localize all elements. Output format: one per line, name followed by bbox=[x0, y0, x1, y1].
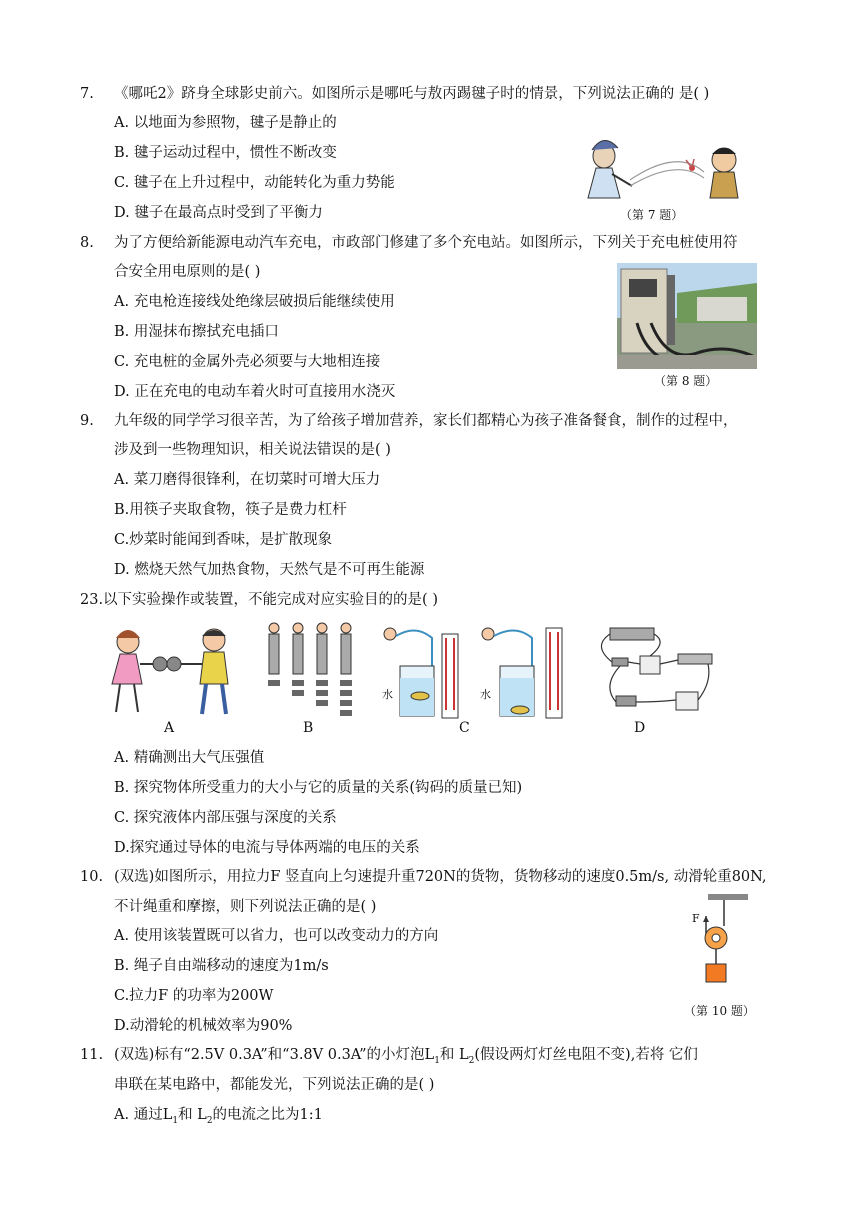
battery-icon bbox=[610, 628, 654, 640]
q23-figure-d bbox=[588, 622, 716, 718]
beaker-setup-1 bbox=[384, 628, 458, 718]
q10-force-label: F bbox=[692, 912, 700, 925]
q11-option-a bbox=[114, 1105, 323, 1131]
q11-sub-1: 1 bbox=[434, 1055, 440, 1066]
q23-stem: 23.以下实验操作或装置，不能完成对应实验目的的是( ) bbox=[80, 592, 438, 608]
q11-sub-2: 2 bbox=[468, 1055, 475, 1066]
q9-stem-text: 九年级的同学学习很辛苦，为了给孩子增加营养，家长们都精心为孩子准备餐食，制作的过程中， bbox=[114, 413, 738, 429]
force-arrow-icon bbox=[703, 916, 709, 922]
q9-stem-cont: 涉及到一些物理知识，相关说法错误的是( ) bbox=[114, 442, 391, 458]
q10-option-c: C.拉力F 的功率为200W bbox=[114, 988, 274, 1004]
q23-label-a: A bbox=[164, 720, 175, 736]
q8-stem-text: 为了方便给新能源电动汽车充电，市政部门修建了多个充电站。如图所示，下列关于充电桩使用符 bbox=[114, 235, 738, 251]
q11-opt-a-sub-2: 2 bbox=[206, 1115, 213, 1126]
q7-option-a: A. 以地面为参照物，毽子是静止的 bbox=[114, 115, 337, 131]
q10-stem bbox=[80, 867, 767, 887]
ceiling-beam bbox=[708, 894, 748, 900]
q7-stem-text: 《哪吒2》跻身全球影史前六。如图所示是哪吒与敖丙踢毽子时的情景，下列说法正确的 是( ) bbox=[114, 86, 710, 102]
q11-number: 11. bbox=[80, 1047, 104, 1063]
rheostat-icon bbox=[678, 654, 712, 664]
q9-option-a: A. 菜刀磨得很锋利，在切菜时可增大压力 bbox=[114, 472, 381, 488]
spring-scale-4 bbox=[340, 623, 352, 716]
q8-option-d: D. 正在充电的电动车着火时可直接用水浇灭 bbox=[114, 384, 396, 400]
beaker-setup-2 bbox=[482, 628, 562, 718]
hemisphere-right-icon bbox=[167, 657, 181, 671]
boy-figure bbox=[200, 629, 228, 714]
q23-label-d: D bbox=[634, 720, 646, 736]
q8-stem-cont: 合安全用电原则的是( ) bbox=[114, 264, 261, 280]
ammeter-icon bbox=[640, 656, 660, 674]
q11-stem-cont: 串联在某电路中，都能发光，下列说法正确的是( ) bbox=[114, 1077, 435, 1093]
q7-figure bbox=[582, 128, 758, 208]
cargo-block bbox=[706, 964, 726, 982]
q10-number: 10. bbox=[80, 869, 104, 885]
q11-opt-a-sub-1: 1 bbox=[172, 1115, 179, 1126]
spring-scale-3 bbox=[316, 623, 328, 706]
q8-figure bbox=[617, 263, 757, 369]
q7-number: 7. bbox=[80, 86, 94, 102]
q23-figure-c bbox=[376, 622, 576, 722]
q8-option-c: C. 充电桩的金属外壳必须要与大地相连接 bbox=[114, 354, 381, 370]
q23-figure-a bbox=[106, 622, 236, 720]
q23-figure-b bbox=[262, 620, 358, 720]
q23-option-b: B. 探究物体所受重力的大小与它的质量的关系(钩码的质量已知) bbox=[114, 780, 523, 796]
q11-stem bbox=[80, 1045, 698, 1071]
q23-label-b: B bbox=[303, 720, 314, 736]
q11-opt-a-text-b: 和 L bbox=[178, 1107, 207, 1123]
q23-option-a: A. 精确测出大气压强值 bbox=[114, 750, 265, 766]
hemisphere-left-icon bbox=[153, 657, 167, 671]
q11-opt-a-text-a: A. 通过L bbox=[114, 1107, 173, 1123]
resistor-icon bbox=[616, 696, 636, 706]
q9-number: 9. bbox=[80, 413, 94, 429]
q11-stem-text-a: (双选)标有“2.5V 0.3A”和“3.8V 0.3A”的小灯泡L bbox=[114, 1047, 435, 1063]
q8-option-a: A. 充电枪连接线处绝缘层破损后能继续使用 bbox=[114, 294, 395, 310]
q23-water-label-2: 水 bbox=[480, 688, 491, 701]
q23-option-c: C. 探究液体内部压强与深度的关系 bbox=[114, 810, 337, 826]
q8-stem bbox=[80, 233, 738, 253]
q23-option-d: D.探究通过导体的电流与导体两端的电压的关系 bbox=[114, 840, 420, 856]
q9-stem bbox=[80, 411, 738, 431]
q8-caption: （第 8 题） bbox=[654, 374, 718, 388]
q10-figure bbox=[694, 894, 754, 998]
q11-stem-text-b: 和 L bbox=[439, 1047, 469, 1063]
girl-figure bbox=[112, 630, 142, 712]
q10-option-b: B. 绳子自由端移动的速度为1m/s bbox=[114, 958, 329, 974]
q7-caption: （第 7 题） bbox=[620, 208, 684, 222]
q10-caption: （第 10 题） bbox=[684, 1004, 755, 1018]
q9-option-b: B.用筷子夹取食物，筷子是费力杠杆 bbox=[114, 502, 347, 518]
q11-opt-a-text-c: 的电流之比为1:1 bbox=[212, 1107, 323, 1123]
spring-scale-2 bbox=[292, 623, 304, 696]
q7-option-c: C. 毽子在上升过程中，动能转化为重力势能 bbox=[114, 175, 395, 191]
q10-stem-cont: 不计绳重和摩擦，则下列说法正确的是( ) bbox=[114, 899, 377, 915]
q7-option-d: D. 毽子在最高点时受到了平衡力 bbox=[114, 205, 323, 221]
switch-icon bbox=[612, 658, 628, 666]
q9-option-d: D. 燃烧天然气加热食物，天然气是不可再生能源 bbox=[114, 562, 425, 578]
q10-option-d: D.动滑轮的机械效率为90% bbox=[114, 1018, 293, 1034]
q8-option-b: B. 用湿抹布擦拭充电插口 bbox=[114, 324, 279, 340]
spring-scale-1 bbox=[268, 623, 280, 686]
q23-water-label-1: 水 bbox=[382, 688, 393, 701]
q11-stem-text-c: (假设两灯灯丝电阻不变),若将 它们 bbox=[474, 1047, 698, 1063]
q10-stem-text: (双选)如图所示，用拉力F 竖直向上匀速提升重720N的货物，货物移动的速度0.5m/s, 动滑轮重80N, bbox=[114, 869, 767, 885]
voltmeter-icon bbox=[676, 692, 698, 710]
aobing-figure bbox=[710, 148, 738, 198]
q8-number: 8. bbox=[80, 235, 94, 251]
q23-label-c: C bbox=[459, 720, 470, 736]
q7-stem bbox=[80, 84, 709, 104]
q7-option-b: B. 毽子运动过程中，惯性不断改变 bbox=[114, 145, 337, 161]
q10-option-a: A. 使用该装置既可以省力，也可以改变动力的方向 bbox=[114, 928, 439, 944]
q9-option-c: C.炒菜时能闻到香味，是扩散现象 bbox=[114, 532, 333, 548]
nezha-figure bbox=[588, 140, 632, 198]
